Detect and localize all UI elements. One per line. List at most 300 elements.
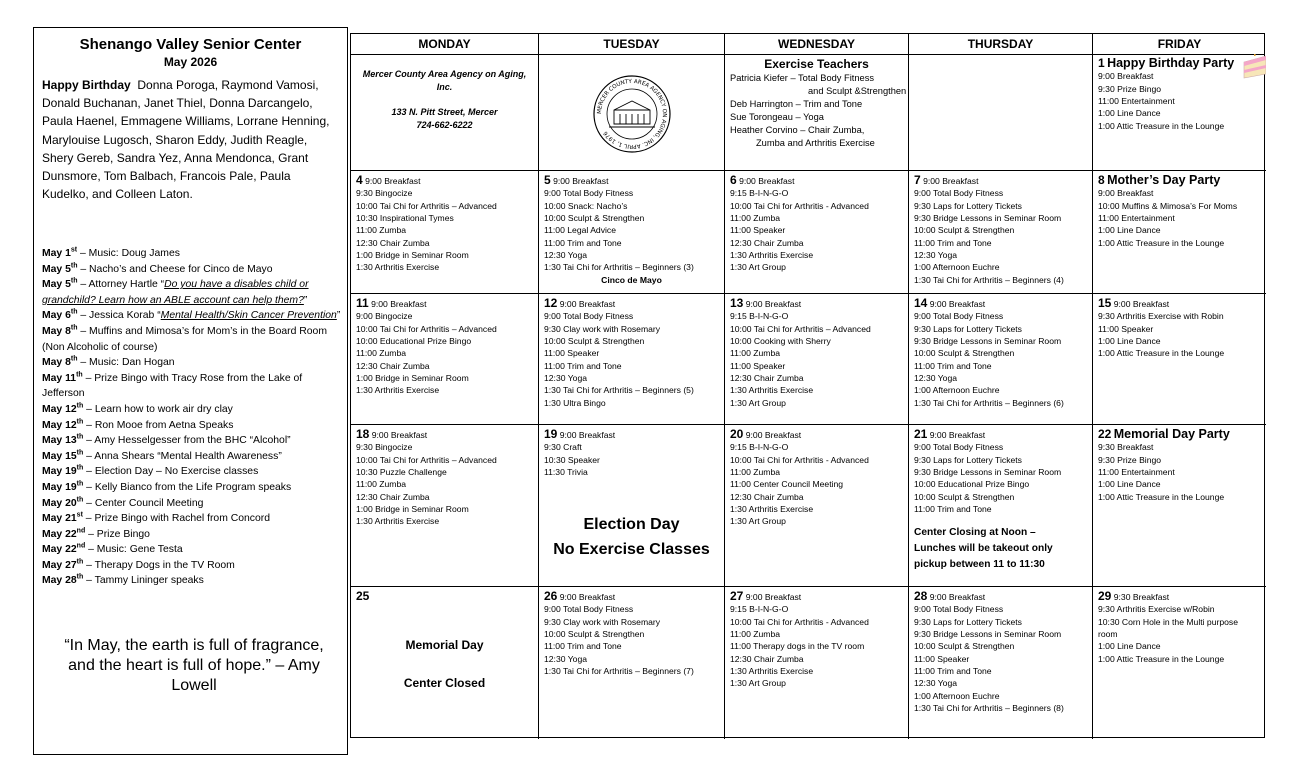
event-text: – Therapy Dogs in the TV Room [83,559,235,571]
schedule-item: 10:30 Speaker [544,454,600,465]
schedule-item: 9:00 Breakfast [929,299,986,309]
event-text: – Tammy Lininger speaks [83,575,204,587]
event-item [42,527,342,543]
schedule-item: 9:00 Total Body Fitness [914,442,1004,453]
schedule-item: 9:00 Total Body Fitness [544,604,634,615]
event-date-suffix: th [76,558,84,566]
day-cell [909,587,1093,739]
day-number: 18 [356,427,370,441]
event-text: – Music: Dan Hogan [77,357,175,369]
schedule-item: 12:30 Chair Zumba [730,237,804,248]
schedule-item: 9:15 B-I-N-G-O [730,442,789,453]
schedule-item: 9:00 Breakfast [371,299,427,309]
day-number: 4 [356,173,363,187]
event-text: – Attorney Hartle “ [77,279,165,291]
schedule-item: 9:30 Bridge Lessons in Seminar Room [914,629,1062,640]
day-header [544,590,719,603]
schedule-item: 1:00 Line Dance [1098,108,1161,119]
schedule-item: 1:00 Line Dance [1098,336,1161,347]
schedule-item: 9:15 B-I-N-G-O [730,188,789,199]
schedule-item: 10:00 Cooking with Sherry [730,336,831,347]
schedule-item: 11:00 Zumba [730,348,781,359]
event-item [42,355,342,371]
event-date: May 21st [42,511,83,525]
day-cell [725,425,909,587]
schedule-item: 9:30 Prize Bingo [1098,83,1162,94]
empty-cell [909,54,1093,171]
schedule-item: 12:30 Yoga [544,250,588,261]
schedule-item: 11:00 Zumba [356,225,407,236]
schedule-item: 10:00 Educational Prize Bingo [356,336,472,347]
schedule-item: 11:00 Zumba [356,348,407,359]
event-date-suffix: th [76,480,84,488]
schedule-item: 11:00 Zumba [356,479,407,490]
event-date: May 19th [42,464,84,478]
schedule-item: 9:30 Clay work with Rosemary [544,616,661,627]
day-cell [1093,587,1266,739]
event-topic: Mental Health/Skin Cancer Prevention [160,310,337,322]
events-list [42,246,342,589]
agency-seal-logo [592,74,672,154]
schedule-item: 10:00 Sculpt & Strengthen [914,491,1015,502]
day-header [1098,174,1261,187]
election-notice: No Exercise Classes [553,541,710,559]
event-item [42,542,342,558]
event-item [42,573,342,589]
schedule-item: 1:00 Attic Treasure in the Lounge [1098,237,1225,248]
schedule-item: 9:30 Laps for Lottery Tickets [914,454,1022,465]
schedule-item: 11:00 Entertainment [1098,96,1175,107]
schedule-item: 1:30 Arthritis Exercise [730,504,814,515]
event-item [42,558,342,574]
teacher-line: and Sculpt &Strengthen [808,86,907,96]
schedule-item: 11:00 Speaker [730,225,786,236]
schedule-item: 1:00 Bridge in Seminar Room [356,373,469,384]
event-text: – Muffins and Mimosa’s for Mom’s in the Board Room (Non Alcoholic of course) [42,325,327,353]
event-date: May 22nd [42,542,86,556]
weekday-header [351,34,1264,55]
schedule-item: 9:00 Breakfast [559,592,616,602]
schedule-item: 11:00 Trim and Tone [544,360,622,371]
day-cell [909,425,1093,587]
schedule-item: 11:00 Zumba [730,629,781,640]
schedule-item: 1:30 Arthritis Exercise [356,262,440,273]
event-text: – Music: Gene Testa [85,544,183,556]
schedule-item: 11:00 Trim and Tone [914,360,992,371]
day-cell [351,425,539,587]
schedule-item: 10:00 Tai Chi for Arthritis – Advanced [356,454,497,465]
day-header [544,174,719,187]
day-header [544,297,719,310]
day-cell [725,171,909,294]
schedule-item: 12:30 Chair Zumba [356,491,430,502]
event-date-suffix: nd [76,542,86,550]
day-number: 22 [1098,427,1112,441]
day-header [730,174,903,187]
schedule-item: 9:15 B-I-N-G-O [730,311,789,322]
schedule-item: 10:00 Sculpt & Strengthen [544,629,645,640]
schedule-item: 9:00 Breakfast [1098,188,1154,199]
event-item [42,324,342,355]
event-text: – Music: Doug James [77,248,180,259]
schedule-item: 11:00 Legal Advice [544,225,616,236]
month-label: May 2026 [163,55,218,69]
event-date-suffix: nd [76,527,86,535]
event-date: May 20th [42,496,84,509]
schedule-item: 1:30 Tai Chi for Arthritis – Beginners (3) [544,262,694,273]
svg-text:MERCER COUNTY AREA AGENCY ON A: MERCER COUNTY AREA AGENCY ON AGING, INC. APRIL 1, 1976 [596,78,668,150]
schedule-item: 1:00 Attic Treasure in the Lounge [1098,348,1225,359]
event-text: – Prize Bingo with Tracy Rose from the Lake of Jefferson [42,372,303,400]
memorial-day-label: Memorial Day [405,638,484,653]
day-header [544,428,719,441]
schedule-item: 9:00 Breakfast [365,176,421,186]
day-number: 5 [544,173,551,187]
schedule-item: 9:30 Bridge Lessons in Seminar Room [914,213,1062,224]
schedule-item: 1:30 Tai Chi for Arthritis – Beginners (8) [914,703,1064,714]
birthday-paragraph [42,76,339,203]
schedule-item: 1:00 Line Dance [1098,225,1161,236]
day-number: 8 [1098,173,1105,187]
day-cell [539,425,725,587]
day-cell [539,587,725,739]
agency-info-cell [351,54,539,171]
schedule-item: 9:30 Bingocize [356,442,413,453]
event-date: May 19th [42,480,84,493]
event-date-suffix: st [76,511,83,519]
day-header [730,590,903,603]
schedule-item: 9:30 Bridge Lessons in Seminar Room [914,467,1062,478]
event-text: – Prize Bingo [85,528,150,540]
day-cell [539,171,725,294]
event-date-suffix: th [70,308,78,316]
event-date-suffix: th [76,464,84,472]
day-header [730,428,903,441]
event-text: – Learn how to work air dry clay [83,403,233,415]
day-header [914,428,1087,441]
schedule-item: 10:00 Sculpt & Strengthen [914,348,1015,359]
schedule-item: 1:30 Tai Chi for Arthritis – Beginners (5) [544,385,694,396]
schedule-item: 9:30 Laps for Lottery Tickets [914,200,1022,211]
teacher-line: Deb Harrington – Trim and Tone [730,99,863,109]
schedule-item: 11:00 Center Council Meeting [730,479,844,490]
event-text: – Amy Hesselgesser from the BHC “Alcohol” [83,435,291,447]
day-header [356,428,533,441]
schedule-item: 1:30 Art Group [730,262,786,273]
day-cell [909,294,1093,425]
event-item [42,371,342,402]
sidebar-panel [33,27,348,755]
schedule-item: 10:00 Tai Chi for Arthritis – Advanced [356,323,497,334]
schedule-item: 1:30 Art Group [730,397,786,408]
event-item [42,262,342,278]
schedule-item: 11:00 Entertainment [1098,213,1175,224]
birthday-cake-icon [1242,54,1266,80]
day-header [914,590,1087,603]
event-date-suffix: th [76,371,83,379]
schedule-item: 9:00 Breakfast [1098,71,1154,82]
schedule-item: 9:30 Breakfast [1098,442,1154,453]
schedule-item: 9:00 Breakfast [553,176,609,186]
schedule-item: 1:00 Bridge in Seminar Room [356,250,469,261]
schedule-item: 10:00 Sculpt & Strengthen [914,641,1015,652]
schedule-item: 11:00 Speaker [1098,323,1154,334]
schedule-item: 10:30 Inspirational Tymes [356,213,454,224]
event-text-end: ” [303,294,308,306]
day-number: 20 [730,427,744,441]
schedule-item: 10:30 Puzzle Challenge [356,467,447,478]
schedule-item: 1:30 Tai Chi for Arthritis – Beginners (7) [544,666,694,677]
event-date-suffix: th [76,574,84,581]
event-date-suffix: th [70,262,78,270]
event-text-end: ” [336,310,341,322]
schedule-item: 9:00 Breakfast [745,430,802,440]
schedule-item: 11:00 Trim and Tone [544,641,622,652]
day-number: 12 [544,296,558,310]
teacher-line: Patricia Kiefer – Total Body Fitness [730,73,874,83]
event-item [42,418,342,434]
event-text: – Nacho’s and Cheese for Cinco de Mayo [77,263,273,275]
event-date: May 28th [42,574,84,587]
day-cell [725,587,909,739]
weekday-friday: FRIDAY [1157,37,1202,51]
schedule-item: 1:30 Ultra Bingo [544,397,606,408]
schedule-item: 11:30 Trivia [544,467,588,478]
schedule-item: 11:00 Therapy dogs in the TV room [730,641,865,652]
event-date: May 8th [42,324,78,337]
schedule-item: 9:00 Breakfast [745,299,802,309]
event-item [42,464,342,480]
schedule-item: 12:30 Yoga [544,373,588,384]
schedule-item: 9:00 Total Body Fitness [914,604,1004,615]
schedule-item: 10:00 Snack: Nacho’s [544,200,628,211]
schedule-item: 9:00 Total Body Fitness [544,311,634,322]
schedule-item: 1:00 Attic Treasure in the Lounge [1098,120,1225,131]
event-date-suffix: th [76,418,84,426]
schedule-item: 10:00 Tai Chi for Arthritis - Advanced [730,454,869,465]
schedule-item: 9:00 Breakfast [371,430,428,440]
schedule-item: 1:00 Bridge in Seminar Room [356,504,469,515]
event-text: – Kelly Bianco from the Life Program speaks [83,481,292,493]
schedule-item: 9:00 Breakfast [929,430,986,440]
schedule-item: 10:00 Educational Prize Bingo [914,479,1030,490]
schedule-item: 1:00 Line Dance [1098,641,1161,652]
teacher-line: Zumba and Arthritis Exercise [756,138,875,148]
event-date: May 5th [42,262,78,275]
schedule-item: 9:30 Craft [544,442,582,453]
schedule-item: 1:00 Attic Treasure in the Lounge [1098,491,1225,502]
schedule-item: 10:00 Muffins & Mimosa’s For Moms [1098,200,1238,211]
schedule-item: 12:30 Chair Zumba [356,360,430,371]
event-item [42,449,342,465]
weekday-thursday: THURSDAY [909,34,1093,54]
birthday-names: Donna Poroga, Raymond Vamosi, Donald Buchanan, Janet Thiel, Donna Darcangelo, Paula Haenel, Emmagene Williams, Lorrane Henning, Marylouise Lugosch, Sharon Eddy, Judith Reagle, Shery Gereb, Sandra Yez, Anna Mendonca, Grant Dunsmore, Tom Balbach, Francois Pale, Paula Kudelko, and Colleen Laton. [42,78,330,202]
event-text: – Ron Mooe from Aetna Speaks [83,419,234,431]
party-title: Happy Birthday Party [1107,56,1235,70]
party-title: Mother’s Day Party [1107,173,1221,187]
day-number: 28 [914,589,928,603]
event-item [42,511,342,527]
schedule-item: 1:30 Arthritis Exercise [730,385,814,396]
schedule-item: 12:30 Yoga [914,250,958,261]
event-text: – Jessica Korab “ [77,310,161,322]
event-date: May 5th [42,277,78,291]
event-date-suffix: th [70,324,78,332]
event-text: – Center Council Meeting [83,497,204,509]
day-header [1098,57,1261,70]
day-number: 29 [1098,589,1112,603]
schedule-item: 12:30 Chair Zumba [730,653,804,664]
election-notice: Election Day [583,516,680,534]
day-header [356,174,533,187]
event-date-suffix: st [70,246,78,254]
schedule-item: 10:00 Sculpt & Strengthen [914,225,1015,236]
event-date: May 11th [42,371,83,384]
schedule-item: 9:00 Total Body Fitness [544,188,634,199]
schedule-item: 9:00 Breakfast [745,592,802,602]
event-text: – Election Day – No Exercise classes [83,466,259,478]
schedule-item: 1:30 Arthritis Exercise [730,250,814,261]
event-date-suffix: th [76,449,84,457]
agency-address: 133 N. Pitt Street, Mercer [391,107,498,117]
event-date: May 22nd [42,527,86,540]
day-cell [909,171,1093,294]
event-item [42,496,342,512]
day-number: 7 [914,173,921,187]
schedule-item: 10:00 Sculpt & Strengthen [544,213,645,224]
event-date-suffix: th [70,355,78,363]
agency-name: Mercer County Area Agency on Aging, Inc. [362,69,527,92]
day-cell [539,294,725,425]
exercise-teachers-cell [725,54,909,171]
day-number: 15 [1098,296,1112,310]
day-number: 26 [544,589,558,603]
event-date: May 1st [42,246,78,259]
weekday-wednesday: WEDNESDAY [725,34,909,54]
schedule-item: 10:00 Sculpt & Strengthen [544,336,645,347]
event-topic: Do you have a disables child or grandchild? Learn how an ABLE account can help them? [42,279,309,306]
schedule-item: 1:30 Arthritis Exercise [356,516,440,527]
event-date-suffix: th [76,433,84,441]
schedule-item: 1:00 Afternoon Euchre [914,385,1000,396]
day-header [1098,590,1261,603]
schedule-item: 1:00 Attic Treasure in the Lounge [1098,653,1225,664]
day-header [730,297,903,310]
schedule-item: 12:30 Chair Zumba [730,491,804,502]
event-date: May 8th [42,355,78,369]
schedule-item: 9:00 Breakfast [923,176,979,186]
schedule-item: 1:30 Tai Chi for Arthritis – Beginners (4) [914,274,1064,285]
schedule-item: 9:00 Total Body Fitness [914,311,1004,322]
party-title: Memorial Day Party [1113,427,1230,441]
event-date: May 27th [42,558,84,571]
event-text: – Anna Shears “Mental Health Awareness” [83,450,282,462]
event-item [42,308,342,324]
schedule-item: room [1098,629,1118,640]
day-header [1098,428,1261,441]
schedule-item: 9:30 Arthritis Exercise with Robin [1098,311,1224,322]
event-item [42,277,342,308]
teachers-title: Exercise Teachers [764,57,869,71]
event-date-suffix: th [76,496,84,504]
day-header [914,297,1087,310]
event-text: – Prize Bingo with Rachel from Concord [82,513,271,525]
event-date: May 12th [42,418,84,431]
schedule-item: 11:00 Zumba [730,467,781,478]
schedule-item: 11:00 Trim and Tone [544,237,622,248]
event-date: May 12th [42,402,84,415]
event-item [42,246,342,262]
schedule-item: 9:00 Total Body Fitness [914,188,1004,199]
day-cell [1093,425,1266,587]
teacher-line: Sue Torongeau – Yoga [730,112,824,122]
day-number: 6 [730,173,737,187]
day-number: 21 [914,427,928,441]
schedule-item: 9:30 Bingocize [356,188,413,199]
schedule-item: 11:00 Speaker [914,653,970,664]
day-number: 25 [356,589,370,603]
quote: “In May, the earth is full of fragrance, and the heart is full of hope.” – Amy Lowell [64,637,324,694]
day-cell [1093,294,1266,425]
schedule-item: 11:00 Trim and Tone [914,504,992,515]
schedule-item: 11:00 Entertainment [1098,467,1175,478]
agency-seal-cell [539,54,725,171]
schedule-item: 9:30 Breakfast [1113,592,1170,602]
schedule-item: 11:00 Trim and Tone [914,666,992,677]
schedule-item: 9:00 Breakfast [559,299,616,309]
weekday-monday: MONDAY [351,34,539,54]
schedule-item: 1:00 Afternoon Euchre [914,690,1000,701]
day-cell [1093,54,1266,171]
day-number: 14 [914,296,928,310]
day-header [356,297,533,310]
day-header [356,590,533,603]
event-date: May 6th [42,308,78,322]
schedule-item: 11:00 Zumba [730,213,781,224]
event-date-suffix: th [70,277,78,285]
schedule-item: 12:30 Yoga [914,678,958,689]
schedule-item: 12:30 Chair Zumba [730,373,804,384]
day-cell [725,294,909,425]
schedule-item: 9:30 Laps for Lottery Tickets [914,616,1022,627]
closing-notice: Lunches will be takeout only [914,543,1053,555]
schedule-item: 9:30 Bridge Lessons in Seminar Room [914,336,1062,347]
schedule-item: 9:30 Prize Bingo [1098,454,1162,465]
event-item [42,433,342,449]
schedule-item: 9:30 Laps for Lottery Tickets [914,323,1022,334]
weekday-tuesday: TUESDAY [539,34,725,54]
schedule-item: 1:30 Art Group [730,516,786,527]
day-header [914,174,1087,187]
day-cell [1093,171,1266,294]
schedule-item: 1:30 Art Group [730,678,786,689]
birthday-label: Happy Birthday [42,78,131,92]
center-closed-label: Center Closed [403,676,486,691]
schedule-item: 1:30 Arthritis Exercise [356,385,440,396]
day-number: 1 [1098,56,1105,70]
day-cell [351,587,539,739]
day-cell [351,171,539,294]
schedule-item: 10:00 Tai Chi for Arthritis – Advanced [356,200,497,211]
day-number: 11 [356,296,369,310]
calendar-grid [350,33,1265,738]
schedule-item: 9:00 Breakfast [739,176,795,186]
day-cell [351,294,539,425]
schedule-item: 11:00 Trim and Tone [914,237,992,248]
schedule-item: 9:00 Breakfast [559,430,616,440]
event-date: May 13th [42,433,84,447]
schedule-item: 10:00 Tai Chi for Arthritis - Advanced [730,200,869,211]
